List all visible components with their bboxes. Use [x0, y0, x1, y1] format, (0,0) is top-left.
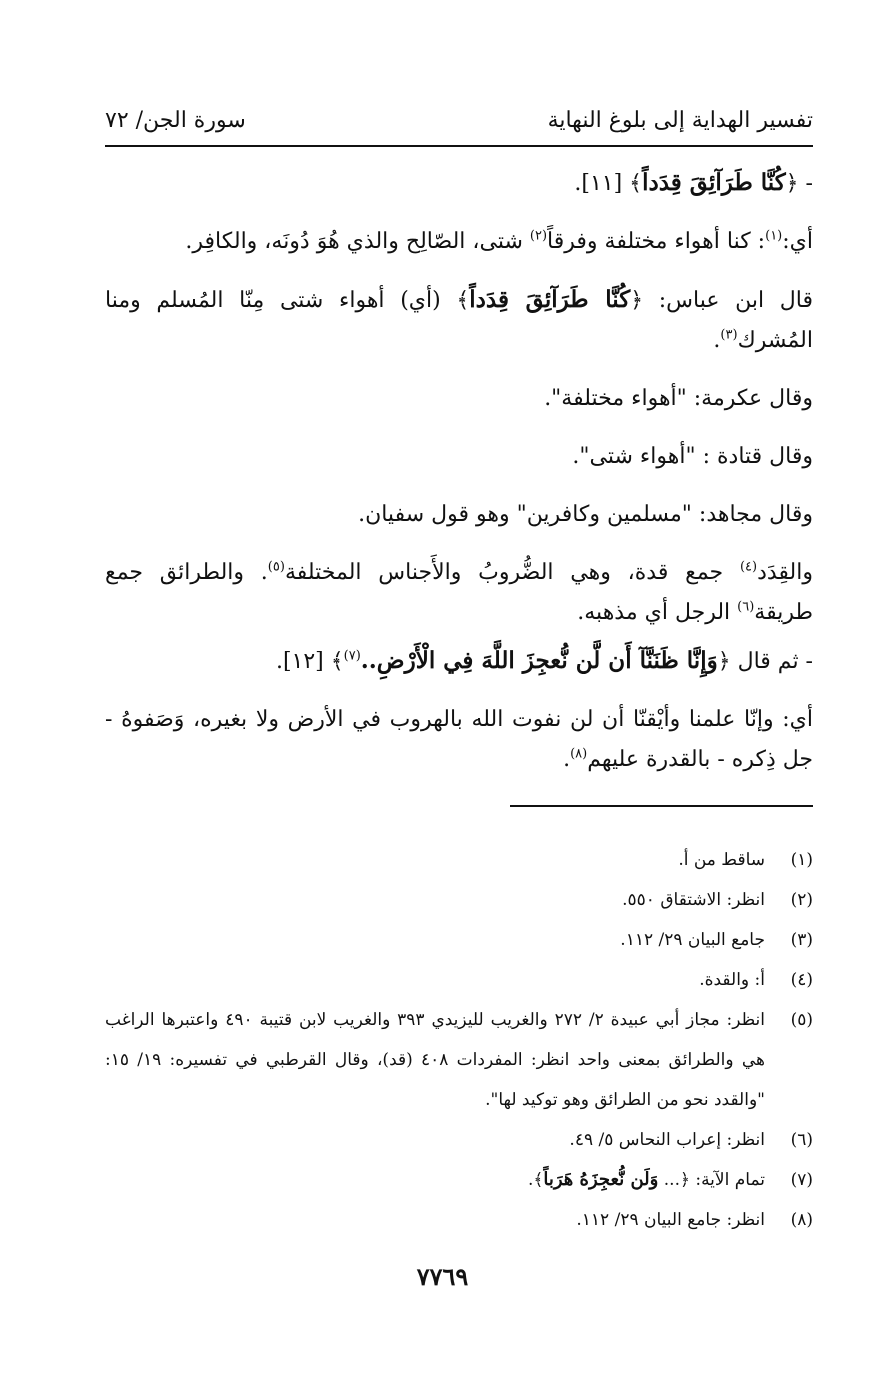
footnote-text: جامع البيان ٢٩/ ١١٢.: [620, 930, 765, 950]
paragraph-qatada: وقال قتادة : "أهواء شتى".: [572, 444, 813, 469]
footnote-number: (٢): [790, 890, 813, 910]
footnote-number: (٧): [790, 1170, 813, 1190]
surah-info: سورة الجن/ ٧٢: [105, 107, 246, 133]
footnote-ref: (٨): [570, 746, 588, 762]
paragraph-mujahid: وقال مجاهد: "مسلمين وكافرين" وهو قول سفيان.: [358, 502, 813, 527]
footnotes: [105, 840, 813, 1240]
footnote: [105, 840, 813, 880]
page-number: ٧٧٦٩: [416, 1262, 469, 1291]
footnote-number: (٣): [790, 930, 813, 950]
footnote-text: أ: والقدة.: [699, 970, 765, 990]
quran-verse: وَلَن نُّعجِزَهُ هَرَباً: [543, 1169, 659, 1190]
footnote: [105, 920, 813, 960]
paragraph-ibn-abbas: قال ابن عباس: ﴿كُنَّا طَرَآئِقَ قِدَداً﴾ (أي) أهواء شتى مِنّا المُسلم ومنا المُشرك$^{(٣)}$.: [105, 286, 813, 353]
footnote-number: (١): [790, 850, 813, 870]
footnote: [105, 1160, 813, 1200]
footnote-text: انظر: مجاز أبي عبيدة ٢/ ٢٧٢ والغريب لليزيدي ٣٩٣ والغريب لابن قتيبة ٤٩٠ واعتبرها الراغب هي والطرائق بمعنى واحد انظر: المفردات ٤٠٨ (قد)، وقال القرطبي في تفسيره: ١٩/ ١٥: "والقدد نحو من الطرائق وهو توكيد لها".: [105, 1010, 766, 1110]
footnote-separator: [510, 805, 813, 807]
running-header: [105, 100, 813, 140]
paragraph-conclusion: أي: وإنّا علمنا وأيْقنّا أن لن نفوت الله بالهروب في الأرض ولا بغيره، وَصَفوهُ - جل ذِكره - بالقدرة عليهم$^{(٨)}$.: [105, 707, 813, 772]
footnote: [105, 1200, 813, 1240]
paragraph-ikrima: وقال عكرمة: "أهواء مختلفة".: [544, 386, 813, 411]
footnote-ref: (٣): [720, 327, 738, 343]
paragraph-qidad: والقِدَد$^{(٤)}$ جمع قدة، وهي الضُّروبُ والأَجناس المختلفة$^{(٥)}$. والطرائق جمع طريقة$^{(٦)}$ الرجل أي مذهبه.: [105, 559, 813, 625]
footnote-ref: (٥): [267, 559, 285, 575]
paragraph-verse-12: - ثم قال ﴿وَإِنَّا ظَنَنَّآ أَن لَّن نُّعجِزَ اللَّهَ فِي الْأَرْضِ..$^{(٧)}$﴾ [١٢].: [275, 647, 813, 674]
footnote: [105, 1000, 813, 1120]
footnote-ref: (٧): [343, 648, 361, 664]
footnote-ref: (١): [765, 228, 783, 244]
footnote-number: (٨): [790, 1210, 813, 1230]
footnote: [105, 880, 813, 920]
footnote-ref: (٦): [737, 599, 755, 615]
footnote-text: انظر: جامع البيان ٢٩/ ١١٢.: [576, 1210, 765, 1230]
footnote-ref: (٢): [529, 228, 548, 244]
book-title: تفسير الهداية إلى بلوغ النهاية: [547, 107, 813, 133]
footnote-number: (٤): [790, 970, 813, 990]
quran-verse: كُنَّا طَرَآئِقَ قِدَداً: [642, 169, 786, 196]
header-rule: [105, 145, 813, 147]
footnote-ref: (٤): [739, 559, 758, 575]
paragraph-explanation: أي:$^{(١)}$: كنا أهواء مختلفة وفرقاً$^{(٢)}$ شتى، الصّالِح والذي هُوَ دُونَه، والكافِر.: [185, 228, 813, 254]
footnote-text: انظر: الاشتقاق ٥٥٠.: [622, 890, 765, 910]
footnote-number: (٥): [790, 1010, 813, 1030]
footnote-text: ساقط من أ.: [678, 850, 765, 870]
quran-verse: كُنَّا طَرَآئِقَ قِدَداً: [469, 286, 631, 313]
paragraph-verse-11: - ﴿كُنَّا طَرَآئِقَ قِدَداً﴾ [١١].: [574, 169, 813, 196]
footnote-text: تمام الآية: ﴿... وَلَن نُّعجِزَهُ هَرَباً﴾.: [527, 1169, 765, 1190]
main-text: [105, 163, 813, 780]
footnote: [105, 960, 813, 1000]
footnote-number: (٦): [790, 1130, 813, 1150]
quran-verse: وَإِنَّا ظَنَنَّآ أَن لَّن نُّعجِزَ اللَّهَ فِي الْأَرْضِ..: [360, 647, 718, 674]
footnote: [105, 1120, 813, 1160]
footnote-text: انظر: إعراب النحاس ٥/ ٤٩.: [569, 1130, 765, 1150]
